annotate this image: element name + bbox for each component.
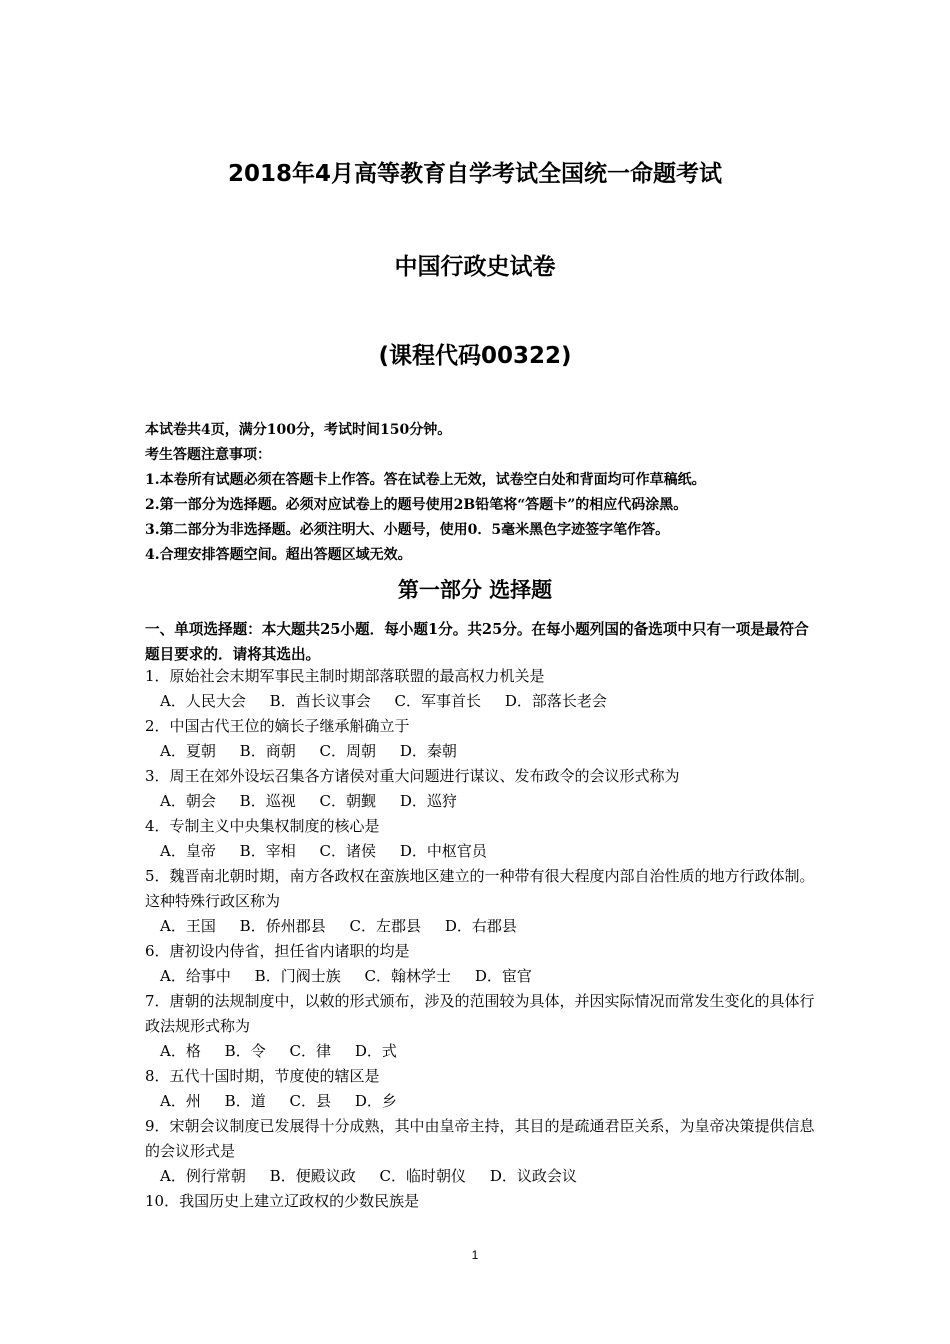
question-text: 6．唐初设内侍省，担任省内诸职的均是 <box>145 942 410 960</box>
question-text: 7．唐朝的法规制度中，以敕的形式颁布，涉及的范围较为具体，并因实际情况而常发生变化的具体行政法规形式称为 <box>145 992 815 1035</box>
notice-line: 考生答题注意事项： <box>145 447 271 463</box>
question-options: A．王国 B．侨州郡县 C．左郡县 D．右郡县 <box>160 917 517 935</box>
notice-line: 2.第一部分为选择题。必须对应试卷上的题号使用2B铅笔将“答题卡”的相应代码涂黑。 <box>145 497 688 513</box>
course-code: (课程代码00322) <box>378 343 572 369</box>
question-options: A．例行常朝 B．便殿议政 C．临时朝仪 D．议政会议 <box>160 1167 577 1185</box>
question-text: 3．周王在郊外设坛召集各方诸侯对重大问题进行谋议、发布政令的会议形式称为 <box>145 767 680 785</box>
question-options: A．给事中 B．门阀士族 C．翰林学士 D．宦官 <box>160 967 532 985</box>
question-item <box>145 664 815 714</box>
question-item <box>145 939 815 989</box>
question-item <box>145 1064 815 1114</box>
question-item <box>145 814 815 864</box>
question-item <box>145 714 815 764</box>
exam-notice <box>145 418 825 568</box>
question-text: 2．中国古代王位的嫡长子继承斛确立于 <box>145 717 410 735</box>
notice-line: 1.本卷所有试题必须在答题卡上作答。答在试卷上无效，试卷空白处和背面均可作草稿纸。 <box>145 472 706 488</box>
question-options: A．皇帝 B．宰相 C．诸侯 D．中枢官员 <box>160 842 487 860</box>
notice-line: 4.合理安排答题空间。超出答题区域无效。 <box>145 547 412 563</box>
question-options: A．朝会 B．巡视 C．朝觐 D．巡狩 <box>160 792 457 810</box>
subject-title: 中国行政史试卷 <box>394 254 556 280</box>
question-item <box>145 864 815 939</box>
question-item <box>145 764 815 814</box>
question-options: A．州 B．道 C．县 D．乡 <box>160 1092 397 1110</box>
section-title: 一、单项选择题：本大题共25小题．每小题1分。共25分。在每小题列国的备选项中只有一项是最符合题目要求的．请将其选出。 <box>145 621 809 663</box>
question-item <box>145 1114 815 1189</box>
page-number: 1 <box>471 1248 479 1262</box>
question-text: 8．五代十国时期，节度使的辖区是 <box>145 1067 380 1085</box>
part-title: 第一部分 选择题 <box>397 577 553 602</box>
question-item <box>145 1189 815 1214</box>
question-item <box>145 989 815 1064</box>
notice-line: 3.第二部分为非选择题。必须注明大、小题号，使用0．5毫米黑色字迹签字笔作答。 <box>145 522 670 538</box>
question-options: A．夏朝 B．商朝 C．周朝 D．秦朝 <box>160 742 457 760</box>
notice-line: 本试卷共4页，满分100分，考试时间150分钟。 <box>145 422 452 438</box>
exam-title: 2018年4月高等教育自学考试全国统一命题考试 <box>227 161 723 187</box>
question-text: 4．专制主义中央集权制度的核心是 <box>145 817 380 835</box>
question-list <box>145 664 815 1214</box>
question-options: A．人民大会 B．酋长议事会 C．军事首长 D．部落长老会 <box>160 692 607 710</box>
question-text: 1．原始社会末期军事民主制时期部落联盟的最高权力机关是 <box>145 667 545 685</box>
question-text: 10．我国历史上建立辽政权的少数民族是 <box>145 1192 420 1210</box>
question-text: 5．魏晋南北朝时期，南方各政权在蛮族地区建立的一种带有很大程度内部自治性质的地方行政体制。这种特殊行政区称为 <box>145 867 815 910</box>
question-options: A．格 B．令 C．律 D．式 <box>160 1042 397 1060</box>
question-text: 9．宋朝会议制度已发展得十分成熟，其中由皇帝主持，其目的是疏通君臣关系，为皇帝决策提供信息的会议形式是 <box>145 1117 815 1160</box>
